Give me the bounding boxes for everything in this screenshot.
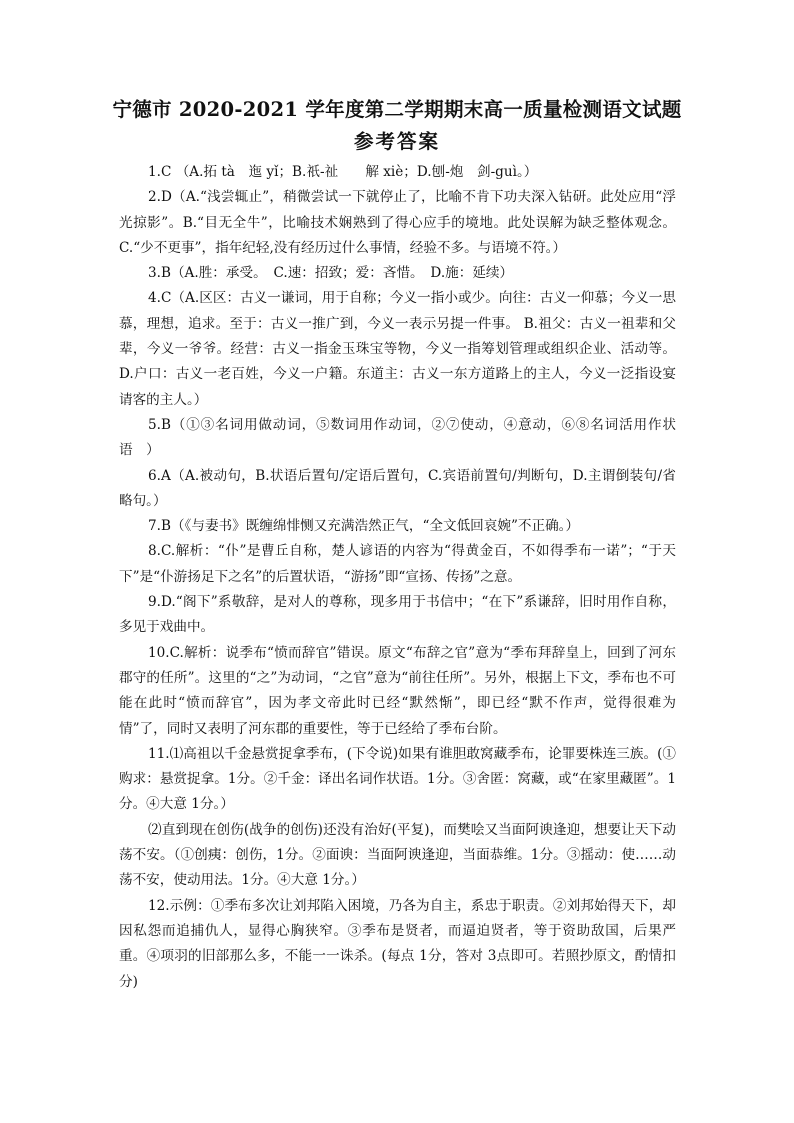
answer-11-part-2: ⑵直到现在创伤(战争的创伤)还没有治好(平复)，而樊哙又当面阿谀逢迎，想要让天下动荡不安。（①创痍：创伤，1分。②面谀：当面阿谀逢迎，当面恭维。1分。③摇动：使……动荡不安，使动用法。1分。④大意 1分。） <box>119 821 676 889</box>
answer-5: 5.B（①③名词用做动词，⑤数词用作动词，②⑦使动，④意动，⑥⑧名词活用作状语 ） <box>119 416 676 459</box>
answer-12: 12.示例：①季布多次让刘邦陷入困境，乃各为自主，系忠于职责。②刘邦始得天下，却因私怨而追捕仇人，显得心胸狭窄。③季布是贤者，而逼迫贤者，等于资助敌国，后果严重。④项羽的旧部那么多，不能一一诛杀。(每点 1分，答对 3点即可。若照抄原文，酌情扣分) <box>119 897 676 990</box>
answer-11-part-1: 11.⑴高祖以千金悬赏捉拿季布，(下令说)如果有谁胆敢窝藏季布，论罪要株连三族。(①购求：悬赏捉拿。1分。②千金：译出名词作状语。1分。③舍匿：窝藏，或“在家里藏匿”。1分。④大意 1分。） <box>119 745 676 813</box>
answer-list <box>119 160 676 995</box>
answer-9: 9.D.“阁下”系敬辞，是对人的尊称，现多用于书信中；“在下”系谦辞，旧时用作自称，多见于戏曲中。 <box>119 594 676 636</box>
page-title: 宁德市 2020-2021 学年度第二学期期末高一质量检测语文试题 <box>112 98 682 121</box>
answer-4: 4.C（A.区区：古义一谦词，用于自称；今义一指小或少。向往：古义一仰慕；今义一思慕，理想，追求。至于：古义一推广到，今义一表示另提一件事。 B.祖父：古义一祖辈和父辈，今义一爷爷。经营：古义一指金玉珠宝等物，今义一指筹划管理或组织企业、活动等。D.户口：古义一老百姓，今义一户籍。东道主：古义一东方道路上的主人，今义一泛指设宴请客的主人。） <box>119 290 676 408</box>
answer-8: 8.C.解析：“仆”是曹丘自称，楚人谚语的内容为“得黄金百，不如得季布一诺”；“于天下”是“仆游扬足下之名”的后置状语，“游扬”即“宣扬、传扬”之意。 <box>119 543 676 585</box>
answer-2: 2.D（A.“浅尝辄止”，稍微尝试一下就停止了，比喻不肯下功夫深入钻研。此处应用“浮光掠影”。B.“目无全牛”，比喻技术娴熟到了得心应手的境地。此处误解为缺乏整体观念。C.“少不更事”，指年纪轻,没有经历过什么事情，经验不多。与语境不符。） <box>119 189 676 256</box>
page-subtitle: 参考答案 <box>353 130 440 153</box>
answer-10: 10.C.解析：说季布“愤而辞官”错误。原文“布辞之官”意为“季布拜辞皇上，回到了河东郡守的任所”。这里的“之”为动词，“之官”意为“前往任所”。另外，根据上下文，季布也不可能在此时“愤而辞官”，因为孝文帝此时已经“默然惭”，即已经“默不作声，觉得很难为情”了，同时又表明了河东郡的重要性，等于已经给了季布台阶。 <box>119 644 676 737</box>
answer-6: 6.A（A.被动句，B.状语后置句/定语后置句，C.宾语前置句/判断句，D.主谓倒装句/省略句。） <box>119 467 676 509</box>
answer-7: 7.B（《与妻书》既缠绵悱恻又充满浩然正气，“全文低回哀婉”不正确。） <box>148 518 580 535</box>
answer-3: 3.B（A.胜：承受。 C.速：招致；爱：吝惜。 D.施：延续） <box>148 265 514 282</box>
answer-1: 1.C （A.拓 tà 迤 yǐ；B.祇-祉 解 xiè；D.刨-炮 剑-guì。） <box>148 164 538 180</box>
